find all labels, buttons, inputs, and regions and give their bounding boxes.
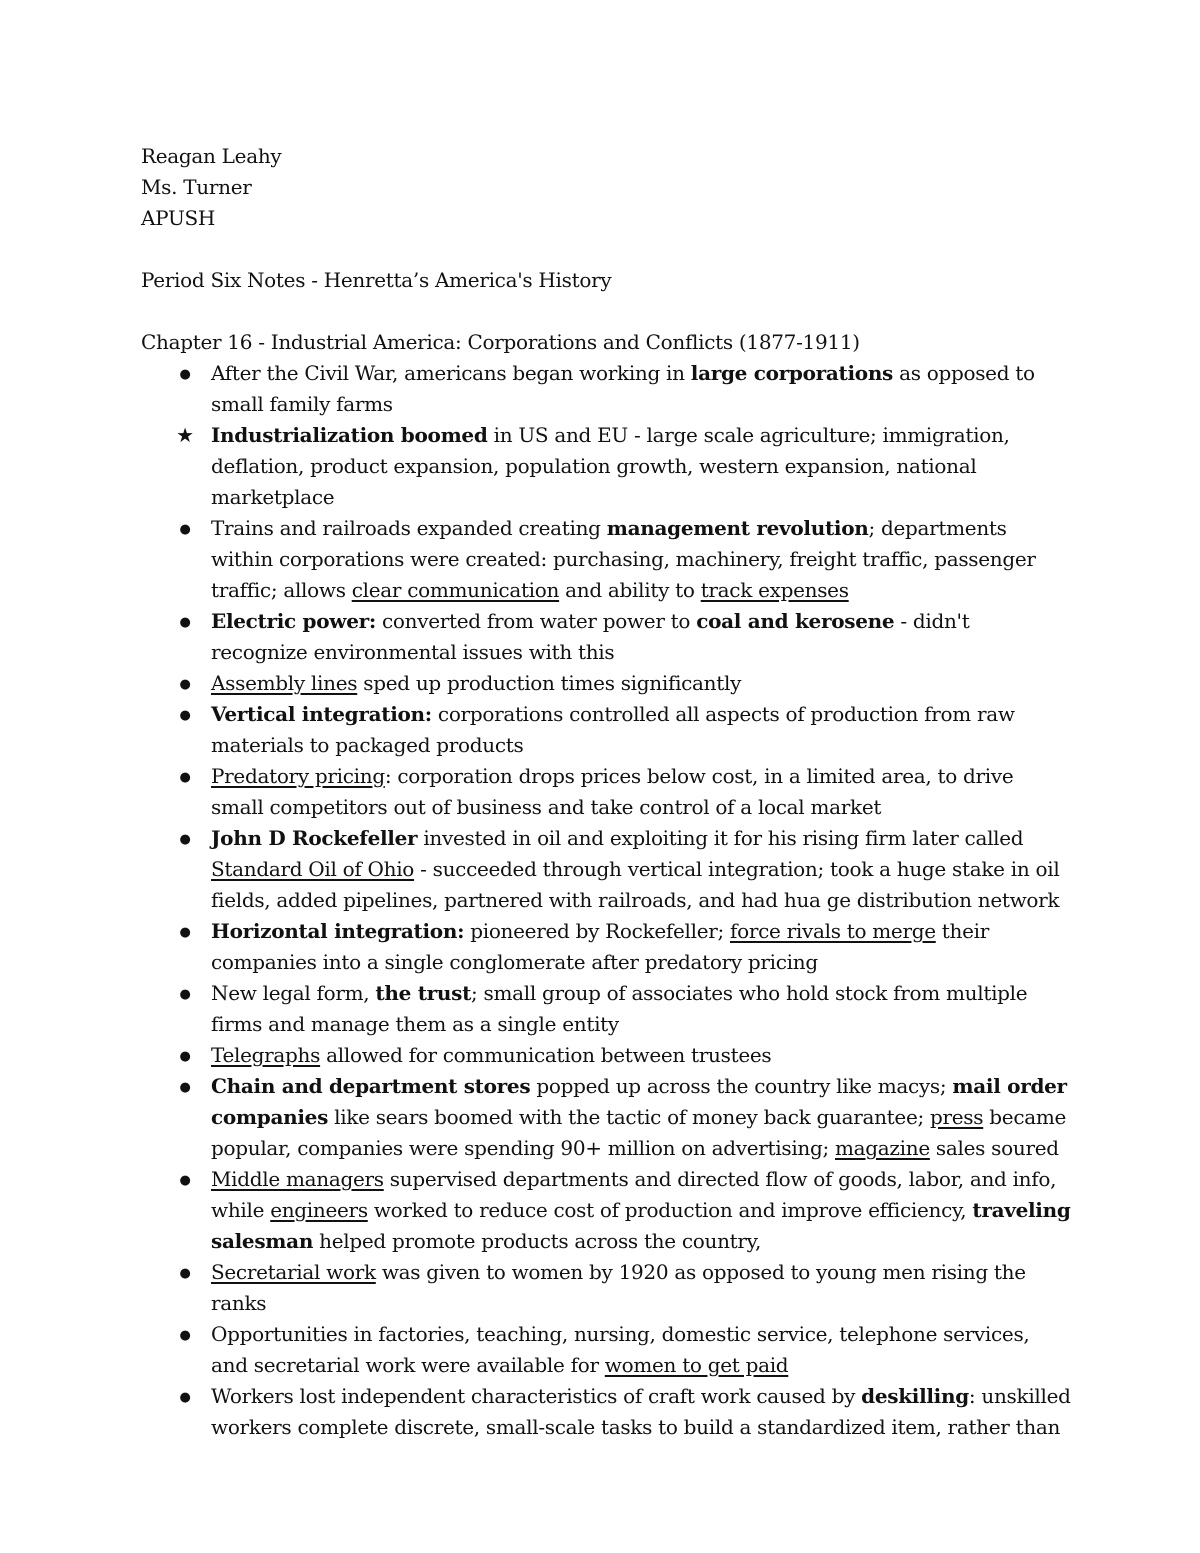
underlined-term: engineers [270, 1198, 368, 1222]
note-bullet [141, 358, 1071, 420]
dot-bullet-icon: ● [179, 615, 191, 630]
note-text: and ability to [559, 578, 701, 602]
underlined-term: clear communication [351, 578, 560, 602]
note-text: Opportunities in factories, teaching, nursing, domestic service, telephone services, and secretarial work were available for [211, 1322, 1030, 1377]
underlined-term: Standard Oil of Ohio [211, 857, 415, 881]
underlined-term: track expenses [700, 578, 849, 602]
note-text: After the Civil War, americans began working in [211, 361, 691, 385]
underlined-term: Telegraphs [211, 1043, 321, 1067]
bold-term: Vertical integration: [211, 702, 432, 726]
bold-term: the trust [375, 981, 472, 1005]
note-text: allowed for communication between trustees [320, 1043, 772, 1067]
note-text: - didn't recognize environmental issues with this [211, 609, 970, 664]
note-text: : unskilled workers complete discrete, small-scale tasks to build a standardized item, rather than [211, 1384, 1071, 1439]
note-bullet [141, 1040, 1071, 1071]
note-bullet [141, 420, 1071, 513]
note-bullet [141, 1071, 1071, 1164]
note-bullet [141, 761, 1071, 823]
underlined-term: women to get paid [604, 1353, 789, 1377]
note-text: like sears boomed with the tactic of money back guarantee; [328, 1105, 930, 1129]
bold-term: large corporations [690, 361, 894, 385]
note-bullet [141, 699, 1071, 761]
note-text: helped promote products across the country, [313, 1229, 762, 1253]
bold-term: traveling salesman [211, 1198, 1071, 1253]
bold-term: mail order companies [211, 1074, 1067, 1129]
star-bullet-icon: ★ [176, 423, 194, 447]
dot-bullet-icon: ● [179, 1173, 191, 1188]
note-text: pioneered by Rockefeller; [464, 919, 731, 943]
bold-term: Horizontal integration: [211, 919, 465, 943]
dot-bullet-icon: ● [179, 1328, 191, 1343]
note-bullet [141, 1319, 1071, 1381]
bold-term: Industrialization boomed [211, 423, 488, 447]
note-text: worked to reduce cost of production and improve efficiency, [367, 1198, 973, 1222]
note-text: ; departments within corporations were created: purchasing, machinery, freight traffic, passenger traffic; allows [211, 516, 1036, 602]
chapter-title: Chapter 16 - Industrial America: Corporations and Conflicts (1877-1911) [141, 330, 860, 354]
bold-term: management revolution [606, 516, 869, 540]
dot-bullet-icon: ● [179, 677, 191, 692]
note-bullet [141, 978, 1071, 1040]
underlined-term: Predatory pricing [211, 764, 385, 788]
note-text: Workers lost independent characteristics of craft work caused by [211, 1384, 862, 1408]
student-name: Reagan Leahy [141, 144, 282, 168]
note-bullet [141, 823, 1071, 916]
dot-bullet-icon: ● [179, 522, 191, 537]
underlined-term: Assembly lines [211, 671, 358, 695]
note-text: as opposed to small family farms [211, 361, 1035, 416]
dot-bullet-icon: ● [179, 925, 191, 940]
note-bullet [141, 1164, 1071, 1257]
notes-title: Period Six Notes - Henretta’s America's History [141, 268, 612, 292]
dot-bullet-icon: ● [179, 1390, 191, 1405]
note-text: sales soured [929, 1136, 1059, 1160]
note-text: Trains and railroads expanded creating [211, 516, 607, 540]
note-bullet [141, 1257, 1071, 1319]
note-text: sped up production times significantly [357, 671, 742, 695]
course-name: APUSH [141, 206, 216, 230]
note-text: their companies into a single conglomerate after predatory pricing [211, 919, 990, 974]
note-text: - succeeded through vertical integration; took a huge stake in oil fields, added pipelines, partnered with railroads, and had hua ge distribution network [211, 857, 1060, 912]
notes-list [141, 358, 1071, 1443]
note-text: supervised departments and directed flow of goods, labor, and info, while [211, 1167, 1057, 1222]
dot-bullet-icon: ● [179, 708, 191, 723]
note-bullet [141, 1381, 1071, 1443]
note-text: corporations controlled all aspects of production from raw materials to packaged products [211, 702, 1015, 757]
note-text: in US and EU - large scale agriculture; immigration, deflation, product expansion, population growth, western expansion, national marketplace [211, 423, 1010, 509]
teacher-name: Ms. Turner [141, 175, 252, 199]
note-bullet [141, 668, 1071, 699]
note-text: popped up across the country like macys; [530, 1074, 953, 1098]
note-text: converted from water power to [375, 609, 697, 633]
note-text: was given to women by 1920 as opposed to young men rising the ranks [211, 1260, 1026, 1315]
note-text: invested in oil and exploiting it for his rising firm later called [417, 826, 1024, 850]
note-bullet [141, 916, 1071, 978]
dot-bullet-icon: ● [179, 1080, 191, 1095]
dot-bullet-icon: ● [179, 1049, 191, 1064]
dot-bullet-icon: ● [179, 770, 191, 785]
bold-term: coal and kerosene [696, 609, 895, 633]
bold-term: Chain and department stores [211, 1074, 531, 1098]
bold-term: deskilling [861, 1384, 969, 1408]
dot-bullet-icon: ● [179, 367, 191, 382]
bold-term: John D Rockefeller [211, 826, 418, 850]
dot-bullet-icon: ● [179, 1266, 191, 1281]
underlined-term: magazine [835, 1136, 930, 1160]
note-text: became popular, companies were spending 90+ million on advertising; [211, 1105, 1067, 1160]
note-text: ; small group of associates who hold stock from multiple firms and manage them as a single entity [211, 981, 1028, 1036]
note-text: : corporation drops prices below cost, in a limited area, to drive small competitors out of business and take control of a local market [211, 764, 1014, 819]
note-bullet [141, 606, 1071, 668]
dot-bullet-icon: ● [179, 987, 191, 1002]
bold-term: Electric power: [211, 609, 376, 633]
note-text: New legal form, [211, 981, 376, 1005]
note-bullet [141, 513, 1071, 606]
underlined-term: Secretarial work [211, 1260, 376, 1284]
dot-bullet-icon: ● [179, 832, 191, 847]
underlined-term: Middle managers [211, 1167, 384, 1191]
underlined-term: press [929, 1105, 984, 1129]
underlined-term: force rivals to merge [730, 919, 936, 943]
